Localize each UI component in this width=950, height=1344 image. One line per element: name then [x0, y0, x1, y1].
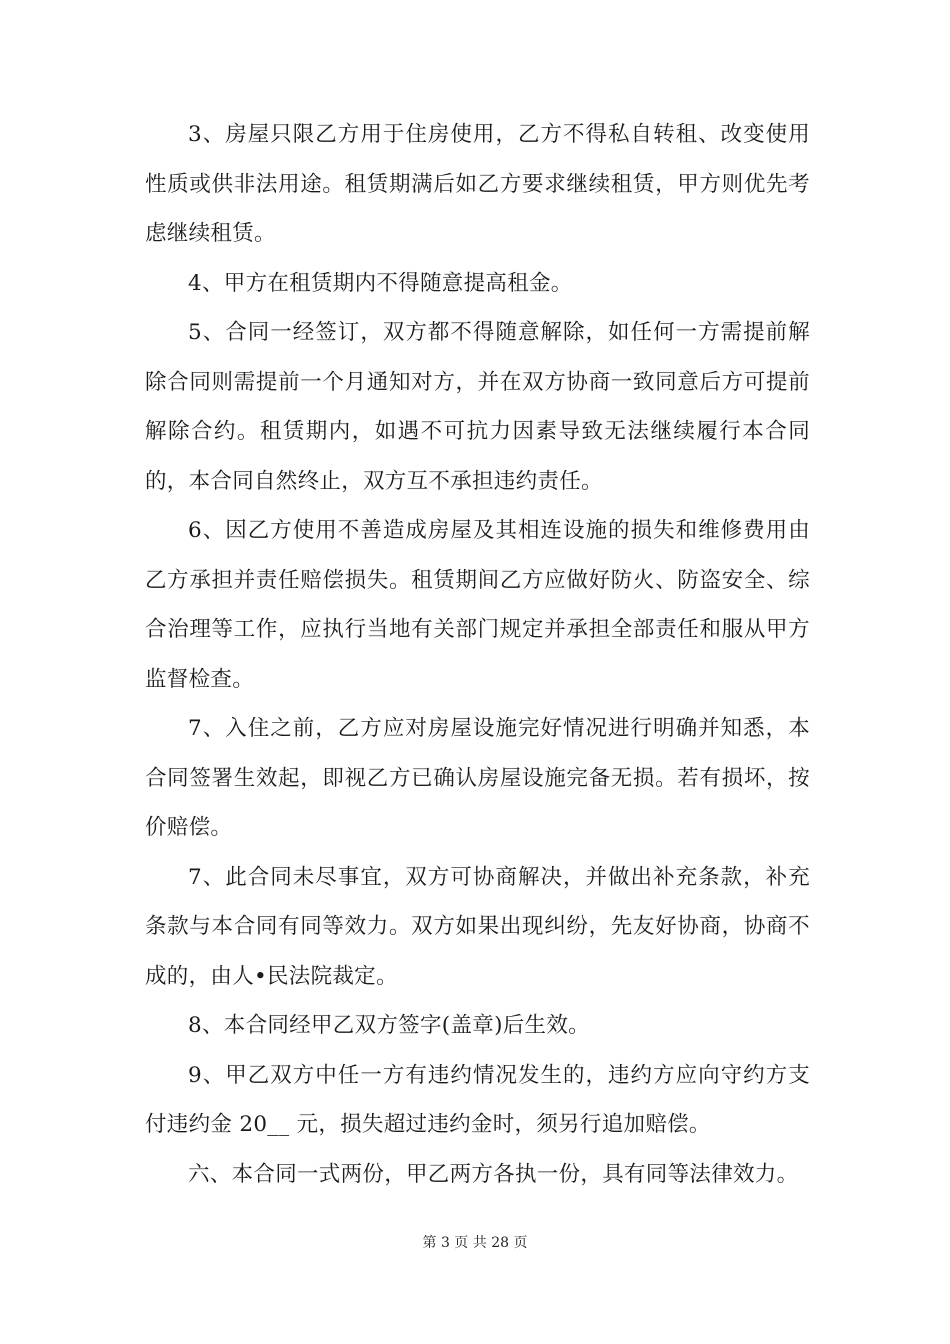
- clause-six-copies: 六、本合同一式两份，甲乙两方各执一份，具有同等法律效力。: [188, 1161, 799, 1187]
- clause-5: 5、合同一经签订，双方都不得随意解除，如任何一方需提前解除合同则需提前一个月通知对方，并在双方协商一致同意后方可提前解除合约。租赁期内，如遇不可抗力因素导致无法继续履行本合同的，本合同自然终止，双方互不承担违约责任。: [145, 320, 810, 494]
- page-number-footer: 第 3 页 共 28 页: [422, 1235, 528, 1251]
- clause-9: 9、甲乙双方中任一方有违约情况发生的，违约方应向守约方支付违约金 20__ 元，损失超过违约金时，须另行追加赔偿。: [145, 1062, 810, 1137]
- clause-8: 8、本合同经甲乙双方签字(盖章)后生效。: [188, 1013, 590, 1038]
- contract-body: [145, 110, 810, 1199]
- clause-7-inspection: 7、入住之前，乙方应对房屋设施完好情况进行明确并知悉，本合同签署生效起，即视乙方已确认房屋设施完备无损。若有损坏，按价赔偿。: [145, 716, 810, 840]
- clause-4: 4、甲方在租赁期内不得随意提高租金。: [188, 270, 573, 296]
- clause-3: 3、房屋只限乙方用于住房使用，乙方不得私自转租、改变使用性质或供非法用途。租赁期满后如乙方要求继续租赁，甲方则优先考虑继续租赁。: [145, 122, 810, 246]
- clause-6: 6、因乙方使用不善造成房屋及其相连设施的损失和维修费用由乙方承担并责任赔偿损失。租赁期间乙方应做好防火、防盗安全、综合治理等工作，应执行当地有关部门规定并承担全部责任和服从甲方监督检查。: [145, 518, 810, 692]
- clause-7-supplement: 7、此合同未尽事宜，双方可协商解决，并做出补充条款，补充条款与本合同有同等效力。双方如果出现纠纷，先友好协商，协商不成的，由人•民法院裁定。: [145, 864, 810, 989]
